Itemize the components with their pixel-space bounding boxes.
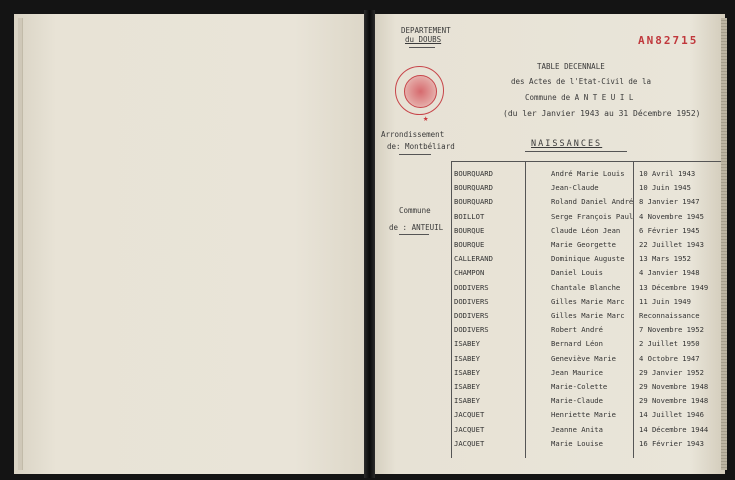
entry-surname: ISABEY <box>454 353 480 363</box>
entry-birth-date: 4 Novembre 1945 <box>639 211 704 221</box>
entry-given-names: Jeanne Anita <box>551 424 603 434</box>
entry-surname: ISABEY <box>454 367 480 377</box>
entry-surname: JACQUET <box>454 410 485 420</box>
section-title-rule <box>525 151 627 152</box>
entry-given-names: Serge François Paul <box>551 211 634 221</box>
entry-surname: JACQUET <box>454 424 485 434</box>
entry-given-names: Roland Daniel André <box>551 197 634 207</box>
department-divider <box>409 47 435 48</box>
entry-given-names: Geneviève Marie <box>551 353 616 363</box>
entry-birth-date: 14 Décembre 1944 <box>639 424 709 434</box>
title-line-2: des Actes de l'Etat-Civil de la <box>511 77 651 86</box>
entry-surname: ISABEY <box>454 339 480 349</box>
entry-given-names: Chantale Blanche <box>551 282 621 292</box>
title-line-4: (du ler Janvier 1943 au 31 Décembre 1952) <box>503 109 701 118</box>
entry-birth-date: 7 Novembre 1952 <box>639 325 704 335</box>
entry-birth-date: 4 Janvier 1948 <box>639 268 700 278</box>
right-page <box>375 14 725 474</box>
entry-given-names: André Marie Louis <box>551 169 625 178</box>
entry-birth-date: 8 Janvier 1947 <box>639 197 700 207</box>
entry-surname: DODIVERS <box>454 282 489 292</box>
entry-birth-date: 13 Mars 1952 <box>639 254 691 264</box>
arrondissement-name: de: Montbéliard <box>387 142 455 151</box>
table-column-rule-1 <box>525 162 526 458</box>
entry-birth-date: 10 Juin 1945 <box>639 183 691 193</box>
entry-birth-date: 29 Janvier 1952 <box>639 367 704 377</box>
entry-given-names: Dominique Auguste <box>551 254 625 264</box>
entry-surname: BOILLOT <box>454 211 485 221</box>
entry-given-names: Marie Georgette <box>551 240 616 249</box>
entry-surname: ISABEY <box>454 396 480 406</box>
left-page-blank <box>14 14 364 474</box>
entry-surname: DODIVERS <box>454 325 489 335</box>
entry-birth-date: 29 Novembre 1948 <box>639 396 709 406</box>
commune-name: de : ANTEUIL <box>389 223 444 232</box>
entry-given-names: Bernard Léon <box>551 339 603 349</box>
entry-given-names: Claude Léon Jean <box>551 225 621 235</box>
entry-surname: JACQUET <box>454 438 485 448</box>
entry-given-names: Marie-Colette <box>551 382 608 391</box>
entry-birth-date: 16 Février 1943 <box>639 438 704 448</box>
arrondissement-divider <box>399 154 431 155</box>
entry-surname: BOURQUE <box>454 240 485 249</box>
title-line-3: Commune de A N T E U I L <box>525 93 634 102</box>
commune-divider <box>399 234 429 235</box>
entry-given-names: Gilles Marie Marc <box>551 311 625 320</box>
entry-given-names: Henriette Marie <box>551 410 616 420</box>
entry-surname: DODIVERS <box>454 296 489 306</box>
entry-surname: DODIVERS <box>454 311 489 320</box>
entry-birth-date: 29 Novembre 1948 <box>639 382 709 391</box>
entry-surname: ISABEY <box>454 382 480 391</box>
section-title: NAISSANCES <box>531 139 603 149</box>
entry-birth-date: 10 Avril 1943 <box>639 169 696 178</box>
entry-birth-date: 11 Juin 1949 <box>639 296 691 306</box>
entry-birth-date: 14 Juillet 1946 <box>639 410 704 420</box>
archive-stamp-number: AN82715 <box>638 34 699 47</box>
entry-surname: BOURQUARD <box>454 169 493 178</box>
entry-surname: CALLERAND <box>454 254 493 264</box>
entry-given-names: Marie Louise <box>551 438 603 448</box>
entry-given-names: Jean-Claude <box>551 183 599 193</box>
table-left-rule <box>451 162 452 458</box>
table-column-rule-2 <box>633 162 634 458</box>
book-gutter <box>364 10 375 478</box>
municipal-seal-icon <box>395 66 444 115</box>
entry-birth-date: 6 Février 1945 <box>639 225 700 235</box>
star-icon: ★ <box>423 114 429 124</box>
entry-given-names: Daniel Louis <box>551 268 603 278</box>
title-line-1: TABLE DECENNALE <box>537 62 605 71</box>
entry-given-names: Marie-Claude <box>551 396 603 406</box>
entry-surname: CHAMPON <box>454 268 485 278</box>
entry-given-names: Gilles Marie Marc <box>551 296 625 306</box>
page-edges <box>721 18 727 470</box>
arrondissement-label: Arrondissement <box>381 130 445 139</box>
entry-surname: BOURQUE <box>454 225 485 235</box>
entry-birth-date: 2 Juillet 1950 <box>639 339 700 349</box>
entry-birth-date: 4 Octobre 1947 <box>639 353 700 363</box>
department-name: du DOUBS <box>405 35 442 44</box>
entry-birth-date: Reconnaissance <box>639 311 700 320</box>
entry-birth-date: 13 Décembre 1949 <box>639 282 709 292</box>
entry-given-names: Jean Maurice <box>551 367 603 377</box>
entry-surname: BOURQUARD <box>454 183 493 193</box>
entry-surname: BOURQUARD <box>454 197 493 207</box>
department-label: DEPARTEMENT <box>401 26 451 35</box>
table-top-rule <box>451 161 721 162</box>
commune-label: Commune <box>399 206 431 215</box>
entry-given-names: Robert André <box>551 325 603 335</box>
entry-birth-date: 22 Juillet 1943 <box>639 240 704 249</box>
